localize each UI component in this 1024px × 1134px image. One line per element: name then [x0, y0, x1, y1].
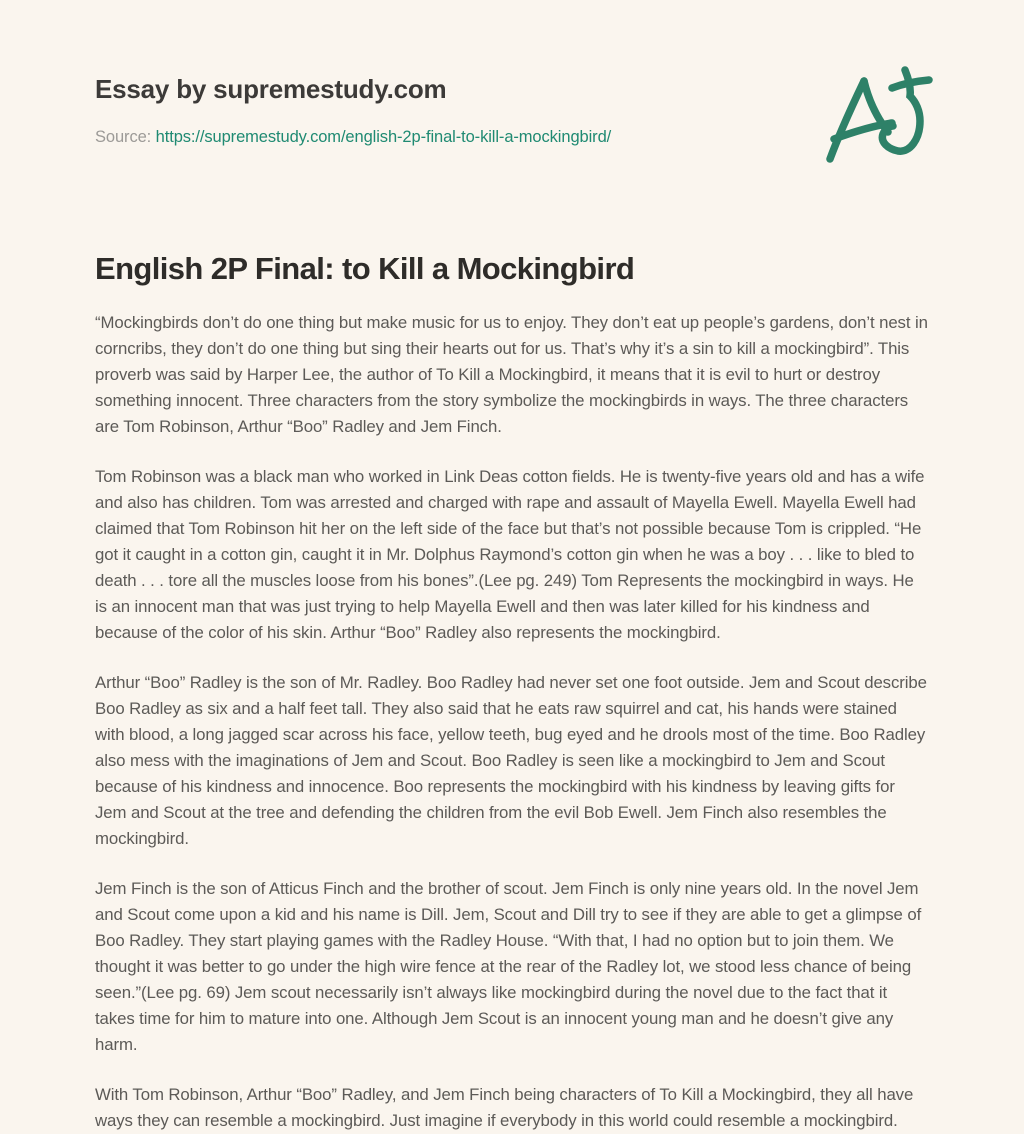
source-label: Source:: [95, 128, 152, 146]
essay-paragraph-5: With Tom Robinson, Arthur “Boo” Radley, and Jem Finch being characters of To Kill a Mockingbird, they all have ways they can resemble a mockingbird. Just imagine if everybody in this world could resemble a mockingbird.: [95, 1085, 914, 1130]
essay-body: [95, 310, 929, 1134]
page-header: [95, 74, 795, 147]
brand-title: Essay by supremestudy.com: [95, 74, 447, 104]
source-line: [95, 128, 795, 147]
essay-title: English 2P Final: to Kill a Mockingbird: [95, 251, 635, 286]
essay-paragraph-4: Jem Finch is the son of Atticus Finch and the brother of scout. Jem Finch is only nine years old. In the novel Jem and Scout come upon a kid and his name is Dill. Jem, Scout and Dill try to see if they are able to get a glimpse of Boo Radley. They start playing games with the Radley House. “With that, I had no option but to join them. We thought it was better to go under the high wire fence at the rear of the Radley lot, we stood less chance of being seen.”(Lee pg. 69) Jem scout necessarily isn’t always like mockingbird during the novel due to the fact that it takes time for him to mature into one. Although Jem Scout is an innocent young man and he doesn’t give any harm.: [95, 879, 922, 1054]
source-url-link[interactable]: https://supremestudy.com/english-2p-final-to-kill-a-mockingbird/: [155, 128, 612, 146]
a-plus-logo-icon: [826, 64, 932, 162]
essay-paragraph-2: Tom Robinson was a black man who worked in Link Deas cotton fields. He is twenty-five years old and has a wife and also has children. Tom was arrested and charged with rape and assault of Mayella Ewell. Mayella Ewell had claimed that Tom Robinson hit her on the left side of the face but that’s not possible because Tom is crippled. “He got it caught in a cotton gin, caught it in Mr. Dolphus Raymond’s cotton gin when he was a boy . . . like to bled to death . . . tore all the muscles loose from his bones”.(Lee pg. 249) Tom Represents the mockingbird in ways. He is an innocent man that was just trying to help Mayella Ewell and then was later killed for his kindness and because of the color of his skin. Arthur “Boo” Radley also represents the mockingbird.: [95, 467, 925, 642]
essay-paragraph-3: Arthur “Boo” Radley is the son of Mr. Radley. Boo Radley had never set one foot outside. Jem and Scout describe Boo Radley as six and a half feet tall. They also said that he eats raw squirrel and cat, his hands were stained with blood, a long jagged scar across his face, yellow teeth, bug eyed and he drools most of the time. Boo Radley also mess with the imaginations of Jem and Scout. Boo Radley is seen like a mockingbird to Jem and Scout because of his kindness and innocence. Boo represents the mockingbird with his kindness by leaving gifts for Jem and Scout at the tree and defending the children from the evil Bob Ewell. Jem Finch also resembles the mockingbird.: [95, 673, 927, 848]
essay-paragraph-1: “Mockingbirds don’t do one thing but make music for us to enjoy. They don’t eat up people’s gardens, don’t nest in corncribs, they don’t do one thing but sing their hearts out for us. That’s why it’s a sin to kill a mockingbird”. This proverb was said by Harper Lee, the author of To Kill a Mockingbird, it means that it is evil to hurt or destroy something innocent. Three characters from the story symbolize the mockingbirds in ways. The three characters are Tom Robinson, Arthur “Boo” Radley and Jem Finch.: [95, 313, 928, 436]
